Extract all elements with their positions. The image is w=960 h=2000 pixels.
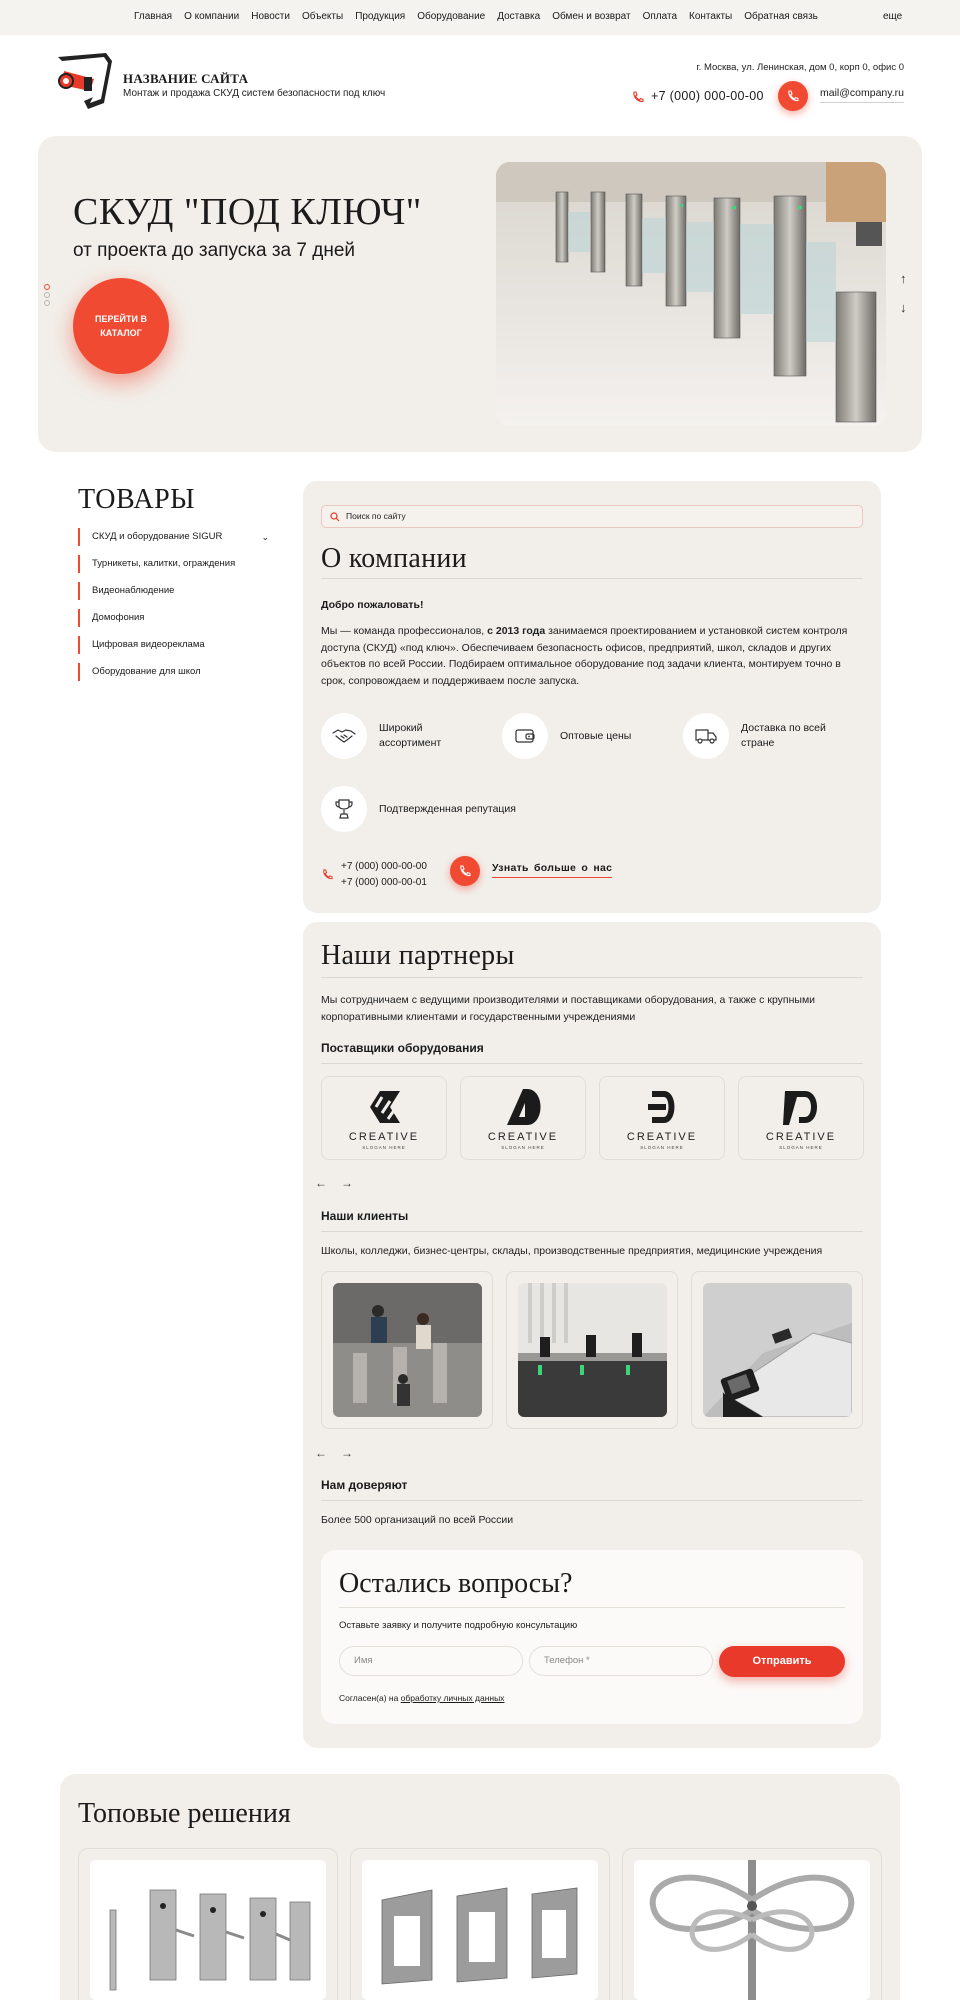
trust-title: Нам доверяют (321, 1478, 408, 1492)
feature-item (502, 713, 650, 759)
supplier-logo-card[interactable] (738, 1076, 864, 1160)
questions-subtitle: Оставьте заявку и получите подробную консультацию (339, 1620, 578, 1631)
learn-more-link[interactable]: Узнать больше о нас (492, 862, 612, 878)
about-text-part: занимаемся проектированием и установкой систем контроля доступа (СКУД) «под ключ». Обеспечиваем безопасность офисов, предприятий, школ, складов и других объектов по всей России. Подбираем оптимальное оборудование под задачи клиента, монтируем точно в срок, сопровождаем и поддерживаем после запуска. (321, 625, 848, 687)
arrow-up-icon[interactable]: ↑ (900, 271, 907, 286)
supplier-logo-card[interactable] (599, 1076, 725, 1160)
welcome-text: Добро пожаловать! (321, 599, 424, 611)
logo-slogan: SLOGAN HERE (501, 1145, 545, 1150)
nav-item-home[interactable]: Главная (134, 11, 173, 22)
truck-icon (683, 713, 729, 759)
search-input[interactable] (321, 505, 863, 528)
phone-placeholder: Телефон * (544, 1655, 590, 1666)
suppliers-slider-arrows (315, 1176, 353, 1190)
catalog-item-label: Оборудование для школ (92, 666, 201, 677)
client-card[interactable] (506, 1271, 678, 1429)
divider (321, 578, 863, 579)
privacy-link[interactable]: обработку личных данных (400, 1693, 505, 1703)
catalog-item[interactable] (78, 582, 273, 600)
about-title: О компании (321, 543, 467, 574)
arrow-down-icon[interactable]: ↓ (900, 300, 907, 315)
name-placeholder: Имя (354, 1655, 373, 1666)
clients-text: Школы, колледжи, бизнес-центры, склады, производственные предприятия, медицинские учреждения (321, 1245, 823, 1257)
about-text-part: Мы — команда профессионалов, (321, 625, 488, 637)
arrow-left-icon[interactable]: ← (315, 1176, 327, 1190)
phone-icon (632, 90, 644, 102)
header-phone[interactable]: +7 (000) 000-00-00 (651, 89, 764, 103)
hero-title: СКУД "ПОД КЛЮЧ" (73, 191, 422, 233)
phone-icon (322, 867, 333, 878)
feature-label: Широкий ассортимент (379, 722, 442, 749)
arrow-left-icon[interactable]: ← (315, 1446, 327, 1460)
divider (321, 1500, 863, 1501)
site-logo[interactable] (54, 51, 116, 115)
arrow-right-icon[interactable]: → (341, 1176, 353, 1190)
solution-photo (90, 1860, 326, 2000)
creative-logo-icon (640, 1087, 686, 1127)
catalog-item[interactable] (78, 555, 273, 573)
name-field[interactable] (339, 1646, 523, 1676)
nav-item-contacts[interactable]: Контакты (689, 11, 733, 22)
catalog-item-label: Цифровая видеореклама (92, 639, 205, 650)
clients-slider-arrows (315, 1446, 353, 1460)
phone-icon (459, 865, 471, 877)
feature-item (321, 713, 469, 759)
trust-text: Более 500 организаций по всей России (321, 1514, 514, 1526)
hero-dot[interactable] (44, 284, 50, 290)
hero-pagination (44, 284, 50, 306)
solution-photo (634, 1860, 870, 2000)
divider (321, 977, 863, 978)
feature-item (683, 713, 861, 759)
client-card[interactable] (321, 1271, 493, 1429)
catalog-item[interactable] (78, 663, 273, 681)
feature-label: Оптовые цены (560, 729, 632, 742)
callback-button[interactable] (450, 856, 480, 886)
logo-word: CREATIVE (348, 1131, 420, 1143)
catalog-button[interactable]: ПЕРЕЙТИ В КАТАЛОГ (73, 278, 169, 374)
chevron-down-icon[interactable]: ⌄ (261, 532, 269, 542)
contact-phone-1[interactable]: +7 (000) 000-00-00 (341, 861, 427, 872)
divider (321, 1063, 863, 1064)
header-email[interactable]: mail@company.ru (820, 87, 904, 103)
creative-logo-icon (362, 1087, 408, 1127)
divider (339, 1607, 845, 1608)
nav-more[interactable]: еще (883, 11, 903, 22)
arrow-right-icon[interactable]: → (341, 1446, 353, 1460)
nav-item-returns[interactable]: Обмен и возврат (552, 11, 631, 22)
phone-icon (787, 90, 799, 102)
feature-label: Доставка по всей стране (741, 722, 826, 749)
hero-arrows (900, 271, 907, 315)
nav-item-news[interactable]: Новости (251, 11, 290, 22)
creative-logo-icon (501, 1087, 547, 1127)
partners-panel (303, 922, 881, 1748)
nav-item-about[interactable]: О компании (184, 11, 240, 22)
top-navigation (0, 0, 960, 35)
solution-card[interactable] (622, 1848, 882, 2000)
catalog-list (78, 528, 273, 690)
handshake-icon (321, 713, 367, 759)
catalog-item[interactable] (78, 636, 273, 654)
nav-item-objects[interactable]: Объекты (301, 11, 344, 22)
consent-text (339, 1693, 504, 1703)
wallet-icon (502, 713, 548, 759)
supplier-logo-card[interactable] (460, 1076, 586, 1160)
suppliers-title: Поставщики оборудования (321, 1041, 484, 1055)
about-text-year: с 2013 года (487, 625, 546, 637)
client-card[interactable] (691, 1271, 863, 1429)
site-name: НАЗВАНИЕ САЙТА (123, 71, 249, 86)
hero-image-turnstiles (496, 162, 886, 426)
about-text (321, 623, 863, 689)
solution-card[interactable] (78, 1848, 338, 2000)
about-panel (303, 481, 881, 913)
phone-field[interactable] (529, 1646, 713, 1676)
nav-item-products[interactable]: Продукция (355, 11, 406, 22)
nav-item-payment[interactable]: Оплата (642, 11, 678, 22)
divider (321, 1231, 863, 1232)
hero-dot[interactable] (44, 292, 50, 298)
hero-subtitle: от проекта до запуска за 7 дней (73, 240, 356, 261)
catalog-item-label: Домофония (92, 612, 145, 623)
site-description: Монтаж и продажа СКУД систем безопасности под ключ (123, 88, 386, 99)
catalog-item-label: Видеонаблюдение (92, 585, 175, 596)
catalog-item[interactable] (78, 609, 273, 627)
search-icon (330, 512, 340, 522)
logo-word: CREATIVE (626, 1131, 698, 1143)
top-solutions-section (60, 1774, 900, 2000)
site-header (0, 35, 960, 135)
logo-slogan: SLOGAN HERE (779, 1145, 823, 1150)
catalog-item-label: СКУД и оборудование SIGUR (92, 531, 223, 542)
nav-item-delivery[interactable]: Доставка (497, 11, 541, 22)
nav-item-equipment[interactable]: Оборудование (417, 11, 486, 22)
logo-slogan: SLOGAN HERE (640, 1145, 684, 1150)
client-photo (518, 1283, 667, 1417)
feature-item (321, 786, 549, 832)
creative-logo-icon (779, 1087, 825, 1127)
catalog-item-label: Турникеты, калитки, ограждения (92, 558, 236, 569)
logo-word: CREATIVE (487, 1131, 559, 1143)
search-placeholder: Поиск по сайту (346, 511, 406, 521)
submit-button[interactable]: Отправить (719, 1646, 845, 1677)
consent-prefix: Согласен(а) на (339, 1693, 401, 1703)
hero-dot[interactable] (44, 300, 50, 306)
feature-label: Подтвержденная репутация (379, 802, 516, 815)
trophy-icon (321, 786, 367, 832)
hero-banner (38, 136, 922, 452)
solution-card[interactable] (350, 1848, 610, 2000)
client-photo (333, 1283, 482, 1417)
clients-title: Наши клиенты (321, 1209, 409, 1223)
solution-photo (362, 1860, 598, 2000)
contact-phones (341, 859, 427, 891)
questions-title: Остались вопросы? (339, 1568, 573, 1599)
logo-word: CREATIVE (765, 1131, 837, 1143)
nav-item-feedback[interactable]: Обратная связь (744, 11, 818, 22)
address: г. Москва, ул. Ленинская, дом 0, корп 0, офис 0 (696, 62, 904, 73)
partners-title: Наши партнеры (321, 940, 515, 971)
contact-phone-2[interactable]: +7 (000) 000-00-01 (341, 877, 427, 888)
supplier-logo-card[interactable] (321, 1076, 447, 1160)
logo-slogan: SLOGAN HERE (362, 1145, 406, 1150)
partners-text: Мы сотрудничаем с ведущими производителями и поставщиками оборудования, а также с крупными корпоративными клиентами и государственными учреждениями (321, 994, 816, 1023)
top-solutions-title: Топовые решения (78, 1798, 291, 1829)
catalog-title: ТОВАРЫ (78, 484, 196, 515)
catalog-item[interactable] (78, 528, 273, 546)
callback-button[interactable] (778, 81, 808, 111)
nav-items (134, 11, 818, 22)
contact-form (321, 1550, 863, 1724)
client-photo (703, 1283, 852, 1417)
